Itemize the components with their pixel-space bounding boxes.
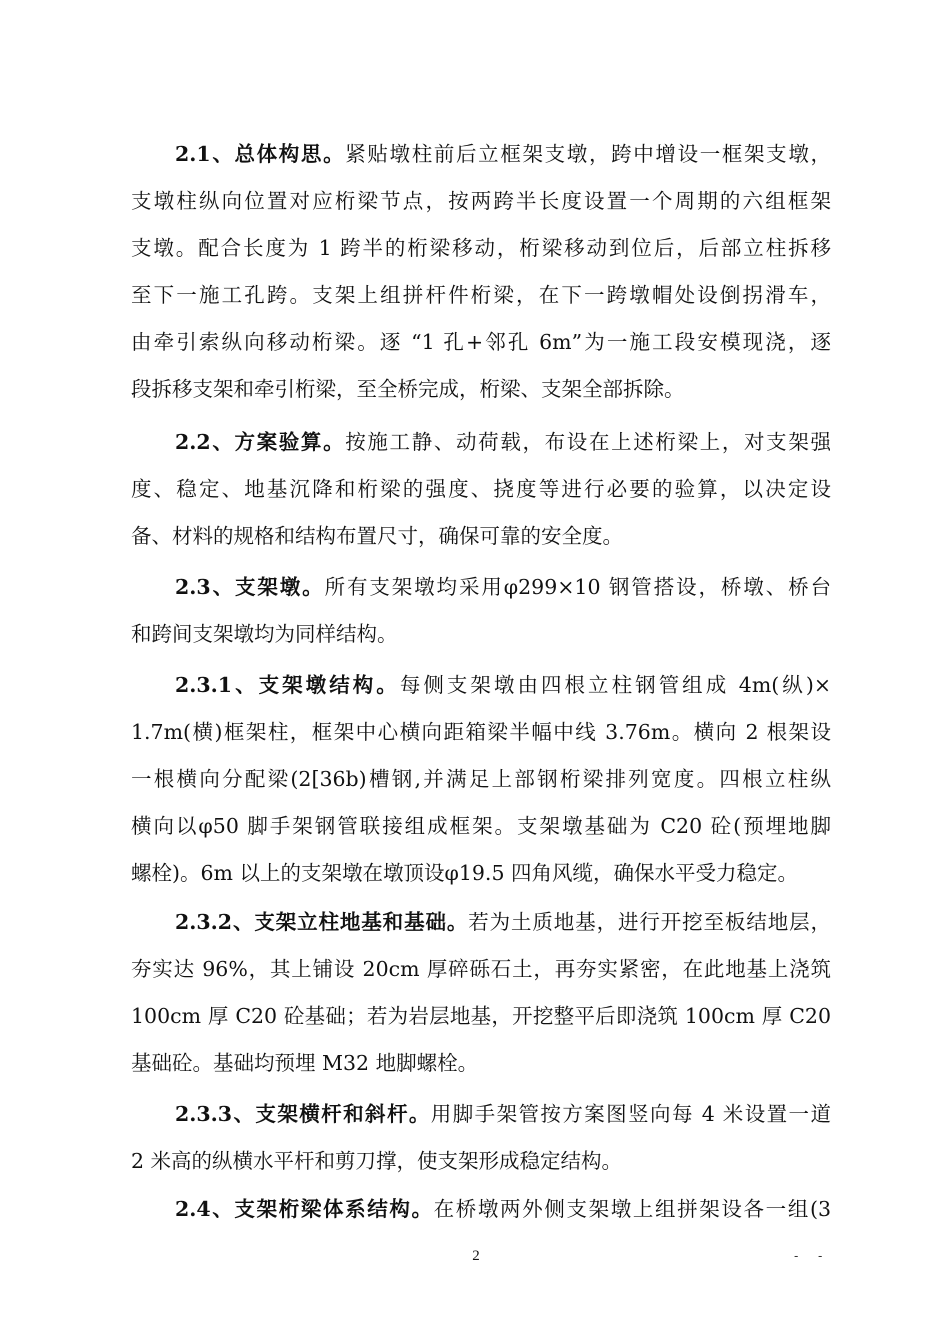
section-heading: 2.3.3、支架横杆和斜杆。 (175, 1102, 431, 1126)
paragraph-line: 支墩。配合长度为 1 跨半的桁梁移动，桁梁移动到位后，后部立柱拆移 (131, 236, 831, 260)
paragraph-line (175, 139, 831, 169)
paragraph-line: 100cm 厚 C20 砼基础；若为岩层地基，开挖整平后即浇筑 100cm 厚 C20 (131, 1004, 831, 1028)
section-heading: 2.2、方案验算。 (175, 430, 346, 454)
body-text: 若为土质地基，进行开挖至板结地层， (468, 910, 831, 934)
footer-marks: - - (794, 1248, 831, 1263)
paragraph-line: 至下一施工孔跨。支架上组拼杆件桁梁，在下一跨墩帽处设倒拐滑车， (131, 283, 831, 307)
paragraph-line (175, 1099, 831, 1129)
paragraph-line: 螺栓)。6m 以上的支架墩在墩顶设φ19.5 四角风缆，确保水平受力稳定。 (131, 861, 799, 885)
paragraph-line (175, 907, 831, 937)
paragraph-line: 支墩柱纵向位置对应桁梁节点，按两跨半长度设置一个周期的六组框架 (131, 189, 831, 213)
paragraph-line: 度、稳定、地基沉降和桁梁的强度、挠度等进行必要的验算，以决定设 (131, 477, 831, 501)
section-heading: 2.4、支架桁梁体系结构。 (175, 1197, 434, 1221)
paragraph-line (175, 572, 831, 602)
paragraph-line: 横向以φ50 脚手架钢管联接组成框架。支架墩基础为 C20 砼(预埋地脚 (131, 814, 831, 838)
paragraph-line: 夯实达 96%，其上铺设 20cm 厚碎砾石土，再夯实紧密，在此地基上浇筑 (131, 957, 831, 981)
section-heading: 2.1、总体构思。 (175, 142, 346, 166)
paragraph-line: 一根横向分配梁(2[36b)槽钢,并满足上部钢桁梁排列宽度。四根立柱纵 (131, 767, 831, 791)
paragraph-line: 段拆移支架和牵引桁梁，至全桥完成，桁梁、支架全部拆除。 (131, 377, 685, 401)
paragraph-line: 由牵引索纵向移动桁梁。逐 “1 孔+邻孔 6m”为一施工段安模现浇，逐 (131, 330, 831, 354)
section-heading: 2.3、支架墩。 (175, 575, 325, 599)
paragraph-line: 2 米高的纵横水平杆和剪刀撑，使支架形成稳定结构。 (131, 1149, 623, 1173)
body-text: 每侧支架墩由四根立柱钢管组成 4m(纵)× (399, 673, 831, 697)
body-text: 所有支架墩均采用φ299×10 钢管搭设，桥墩、桥台 (324, 575, 831, 599)
body-text: 按施工静、动荷载，布设在上述桁梁上，对支架强 (345, 430, 831, 454)
paragraph-line: 备、材料的规格和结构布置尺寸，确保可靠的安全度。 (131, 524, 623, 548)
section-heading: 2.3.1、支架墩结构。 (175, 673, 400, 697)
page-number: 2 (472, 1248, 480, 1264)
section-heading: 2.3.2、支架立柱地基和基础。 (175, 910, 469, 934)
paragraph-line: 1.7m(横)框架柱，框架中心横向距箱梁半幅中线 3.76m。横向 2 根架设 (131, 720, 831, 744)
body-text: 在桥墩两外侧支架墩上组拼架设各一组(3 (433, 1197, 831, 1221)
paragraph-line (175, 670, 831, 700)
paragraph-line (175, 1194, 831, 1224)
paragraph-line (175, 427, 831, 457)
body-text: 用脚手架管按方案图竖向每 4 米设置一道 (430, 1102, 831, 1126)
paragraph-line: 基础砼。基础均预埋 M32 地脚螺栓。 (131, 1051, 479, 1075)
paragraph-line: 和跨间支架墩均为同样结构。 (131, 622, 398, 646)
body-text: 紧贴墩柱前后立框架支墩，跨中增设一框架支墩， (345, 142, 831, 166)
